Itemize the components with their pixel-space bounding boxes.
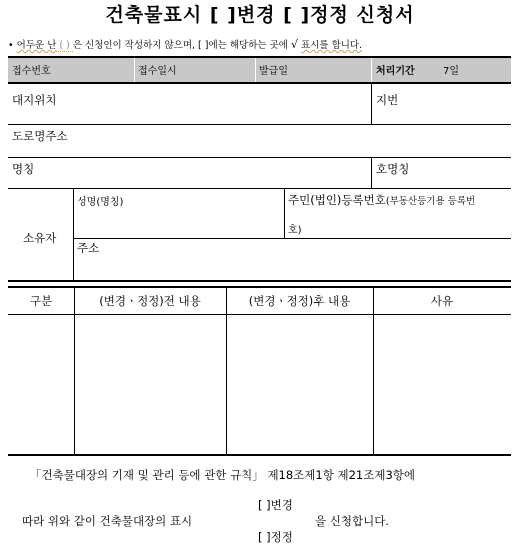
owner-bottom-rule: [8, 280, 511, 282]
title-main: 건축물표시: [105, 4, 203, 26]
receipt-number-label: 접수번호: [12, 66, 51, 77]
instruction-notice: [8, 37, 362, 51]
header-separator: [134, 58, 135, 82]
processing-period-label: 처리기간: [376, 66, 415, 77]
table-col-line: [74, 286, 75, 454]
check-mark-icon: √: [290, 38, 298, 51]
receipt-date-label: 접수일시: [138, 66, 177, 77]
site-location-label: 대지위치: [12, 93, 57, 107]
option-correct[interactable]: [ ]정정: [258, 530, 293, 544]
row-rule: [8, 188, 511, 189]
owner-inner-rule: [73, 238, 511, 239]
row-divider: [371, 157, 372, 188]
issue-date-label: 발급일: [259, 66, 288, 77]
declaration-line2: 따라 위와 같이 건축물대장의 표시: [22, 514, 193, 528]
notice-bullet: •: [8, 40, 14, 51]
form-title: [0, 0, 520, 27]
owner-id-label: [288, 192, 475, 208]
owner-address-label: 주소: [77, 241, 100, 255]
row-rule: [8, 124, 511, 125]
table-header-rule: [8, 314, 511, 315]
lot-number-label: 지번: [376, 93, 399, 107]
declaration-line1: 「건축물대장의 기재 및 관리 등에 관한 규칙」 제18조제1항 제21조제3항에: [30, 468, 415, 482]
notice-blank: ( ): [56, 40, 72, 52]
owner-label: 소유자: [23, 231, 57, 245]
notice-part3: 표시를 합니다.: [301, 40, 363, 51]
col-category: 구분: [29, 294, 53, 308]
title-correct-option[interactable]: [ ]정정: [283, 4, 349, 26]
header-separator: [255, 58, 256, 82]
table-bottom-rule: [8, 454, 511, 456]
notice-part2: 은 신청인이 작성하지 않으며, [ ]에는 해당하는 곳에: [72, 40, 288, 51]
title-change-option[interactable]: [ ]변경: [209, 4, 276, 26]
notice-part1: 어두운 난: [16, 40, 57, 51]
col-reason: 사유: [430, 294, 454, 308]
row-rule: [8, 157, 511, 158]
row-divider: [371, 84, 372, 124]
owner-name-label: 성명(명칭): [77, 197, 124, 208]
unit-name-label: 호명칭: [376, 162, 410, 176]
header-bottom-rule: [8, 82, 511, 84]
option-change[interactable]: [ ]변경: [258, 498, 293, 512]
col-after: (변경ㆍ정정)후 내용: [248, 294, 351, 308]
table-col-line: [373, 286, 374, 454]
building-name-label: 명칭: [12, 162, 35, 176]
owner-id-note-cont: 호): [288, 225, 302, 236]
table-col-line: [226, 286, 227, 454]
owner-divider: [73, 188, 74, 280]
declaration-line2-end: 을 신청합니다.: [315, 514, 389, 528]
owner-id-text: 주민(법인)등록번호: [288, 193, 386, 207]
processing-period-value: 7일: [443, 66, 460, 77]
owner-id-note: (부동산등기용 등록번: [385, 196, 476, 207]
road-address-label: 도로명주소: [12, 129, 68, 143]
col-before: (변경ㆍ정정)전 내용: [99, 294, 201, 308]
table-top-rule: [8, 286, 511, 288]
title-suffix: 신청서: [356, 4, 415, 26]
owner-id-divider: [284, 188, 285, 238]
header-separator: [371, 58, 372, 82]
